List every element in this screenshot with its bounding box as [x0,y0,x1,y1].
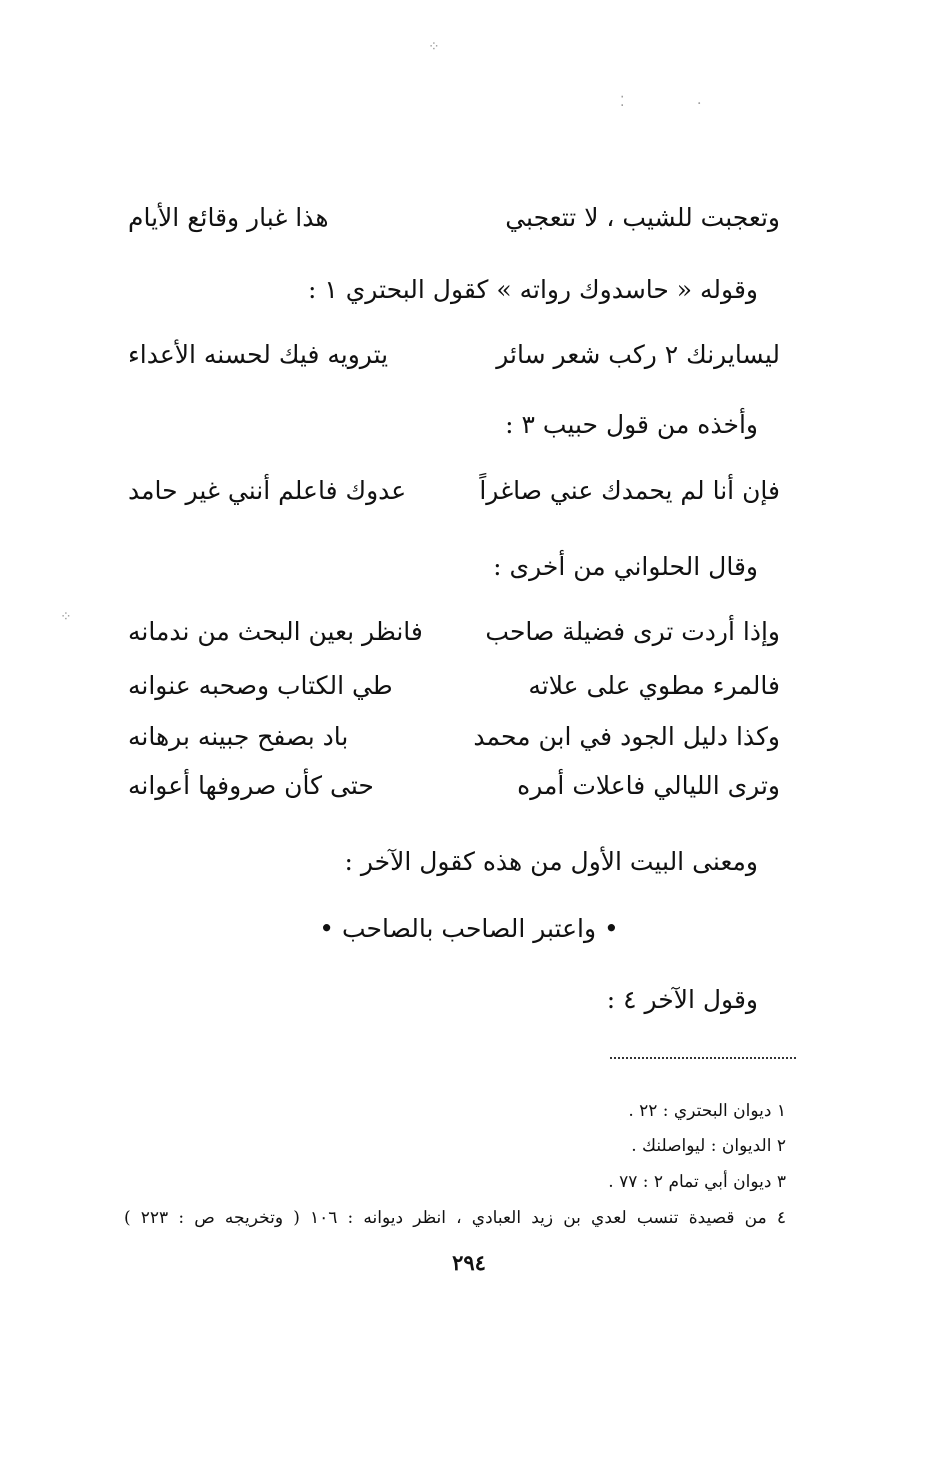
verse-second-hemistich: حتى كأن صروفها أعوانه [128,771,374,800]
verse-first-hemistich: وترى الليالي فاعلات أمره [517,771,780,800]
footnote: ٢ الديوان : ليواصلنك . [631,1136,786,1156]
prose-line: وقول الآخر ٤ : [606,985,758,1014]
footnote-separator [610,1057,796,1059]
verse-first-hemistich: وكذا دليل الجود في ابن محمد [473,722,780,751]
page-number: ٢٩٤ [452,1250,486,1275]
verse-line [128,340,780,370]
quoted-hemistich: • واعتبر الصاحب بالصاحب • [319,914,619,943]
prose-line: وقوله « حاسدوك رواته » كقول البحتري ١ : [307,275,758,304]
verse-line [128,203,780,233]
verse-first-hemistich: فإن أنا لم يحمدك عني صاغراً [479,476,780,505]
footnote: ١ ديوان البحتري : ٢٢ . [628,1101,786,1121]
prose-line: وقال الحلواني من أخرى : [493,552,758,581]
verse-line [128,671,780,701]
footnote: ٤ من قصيدة تنسب لعدي بن زيد العبادي ، انظر ديوانه : ١٠٦ ( وتخريجه ص : ٢٢٣ ) [124,1208,787,1228]
verse-line [128,771,780,801]
verse-line [128,476,780,506]
verse-second-hemistich: باد بصفح جبينه برهانه [128,722,349,751]
verse-first-hemistich: وإذا أردت ترى فضيلة صاحب [485,617,780,646]
book-page: ⁘ ⁚ · ⁘ وتعجبت للشيب ، لا تتعجبي هذا غبار وقائع الأيام وقوله « حاسدوك رواته » كقول البحتري ١ : ليسايرنك ٢ ركب شعر سائر يترويه فيك لحسنه الأعداء وأخذه من قول حبيب ٣ : فإن أنا لم يحمدك عني صاغراً عدوك فاعلم أنني غير حامد وقال الحلواني من أخرى : وإذا أردت ترى فضيلة صاحب فانظر بعين البحث من ندمانه فالمرء مطوي على علاته طي الكتاب وصحبه عنوانه وكذا دليل الجود في ابن محمد باد بصفح جبينه برهانه وترى الليالي فاعلات أمره حتى كأن صروفها أعوانه ومعنى البيت الأول من هذه كقول الآخر : • واعتبر الصاحب بالصاحب • وقول الآخر ٤ : ١ ديوان البحتري : ٢٢ . ٢ الديوان : ليواصلنك . ٣ ديوان أبي تمام ٢ : ٧٧ . ٤ من قصيدة تنسب لعدي بن زيد العبادي ، انظر ديوانه : ١٠٦ ( وتخريجه ص : ٢٢٣ ) ٢٩٤ [0,0,938,1477]
verse-second-hemistich: طي الكتاب وصحبه عنوانه [128,671,393,700]
prose-line: وأخذه من قول حبيب ٣ : [505,410,758,439]
verse-first-hemistich: ليسايرنك ٢ ركب شعر سائر [496,340,780,369]
verse-first-hemistich: فالمرء مطوي على علاته [528,671,780,700]
verse-second-hemistich: عدوك فاعلم أنني غير حامد [128,476,407,505]
verse-line [128,617,780,647]
footnote: ٣ ديوان أبي تمام ٢ : ٧٧ . [608,1172,786,1192]
verse-first-hemistich: وتعجبت للشيب ، لا تتعجبي [505,203,780,232]
prose-line: ومعنى البيت الأول من هذه كقول الآخر : [344,847,758,876]
verse-second-hemistich: فانظر بعين البحث من ندمانه [128,617,423,646]
verse-second-hemistich: يترويه فيك لحسنه الأعداء [128,340,389,369]
verse-line [128,722,780,752]
verse-second-hemistich: هذا غبار وقائع الأيام [128,203,329,232]
